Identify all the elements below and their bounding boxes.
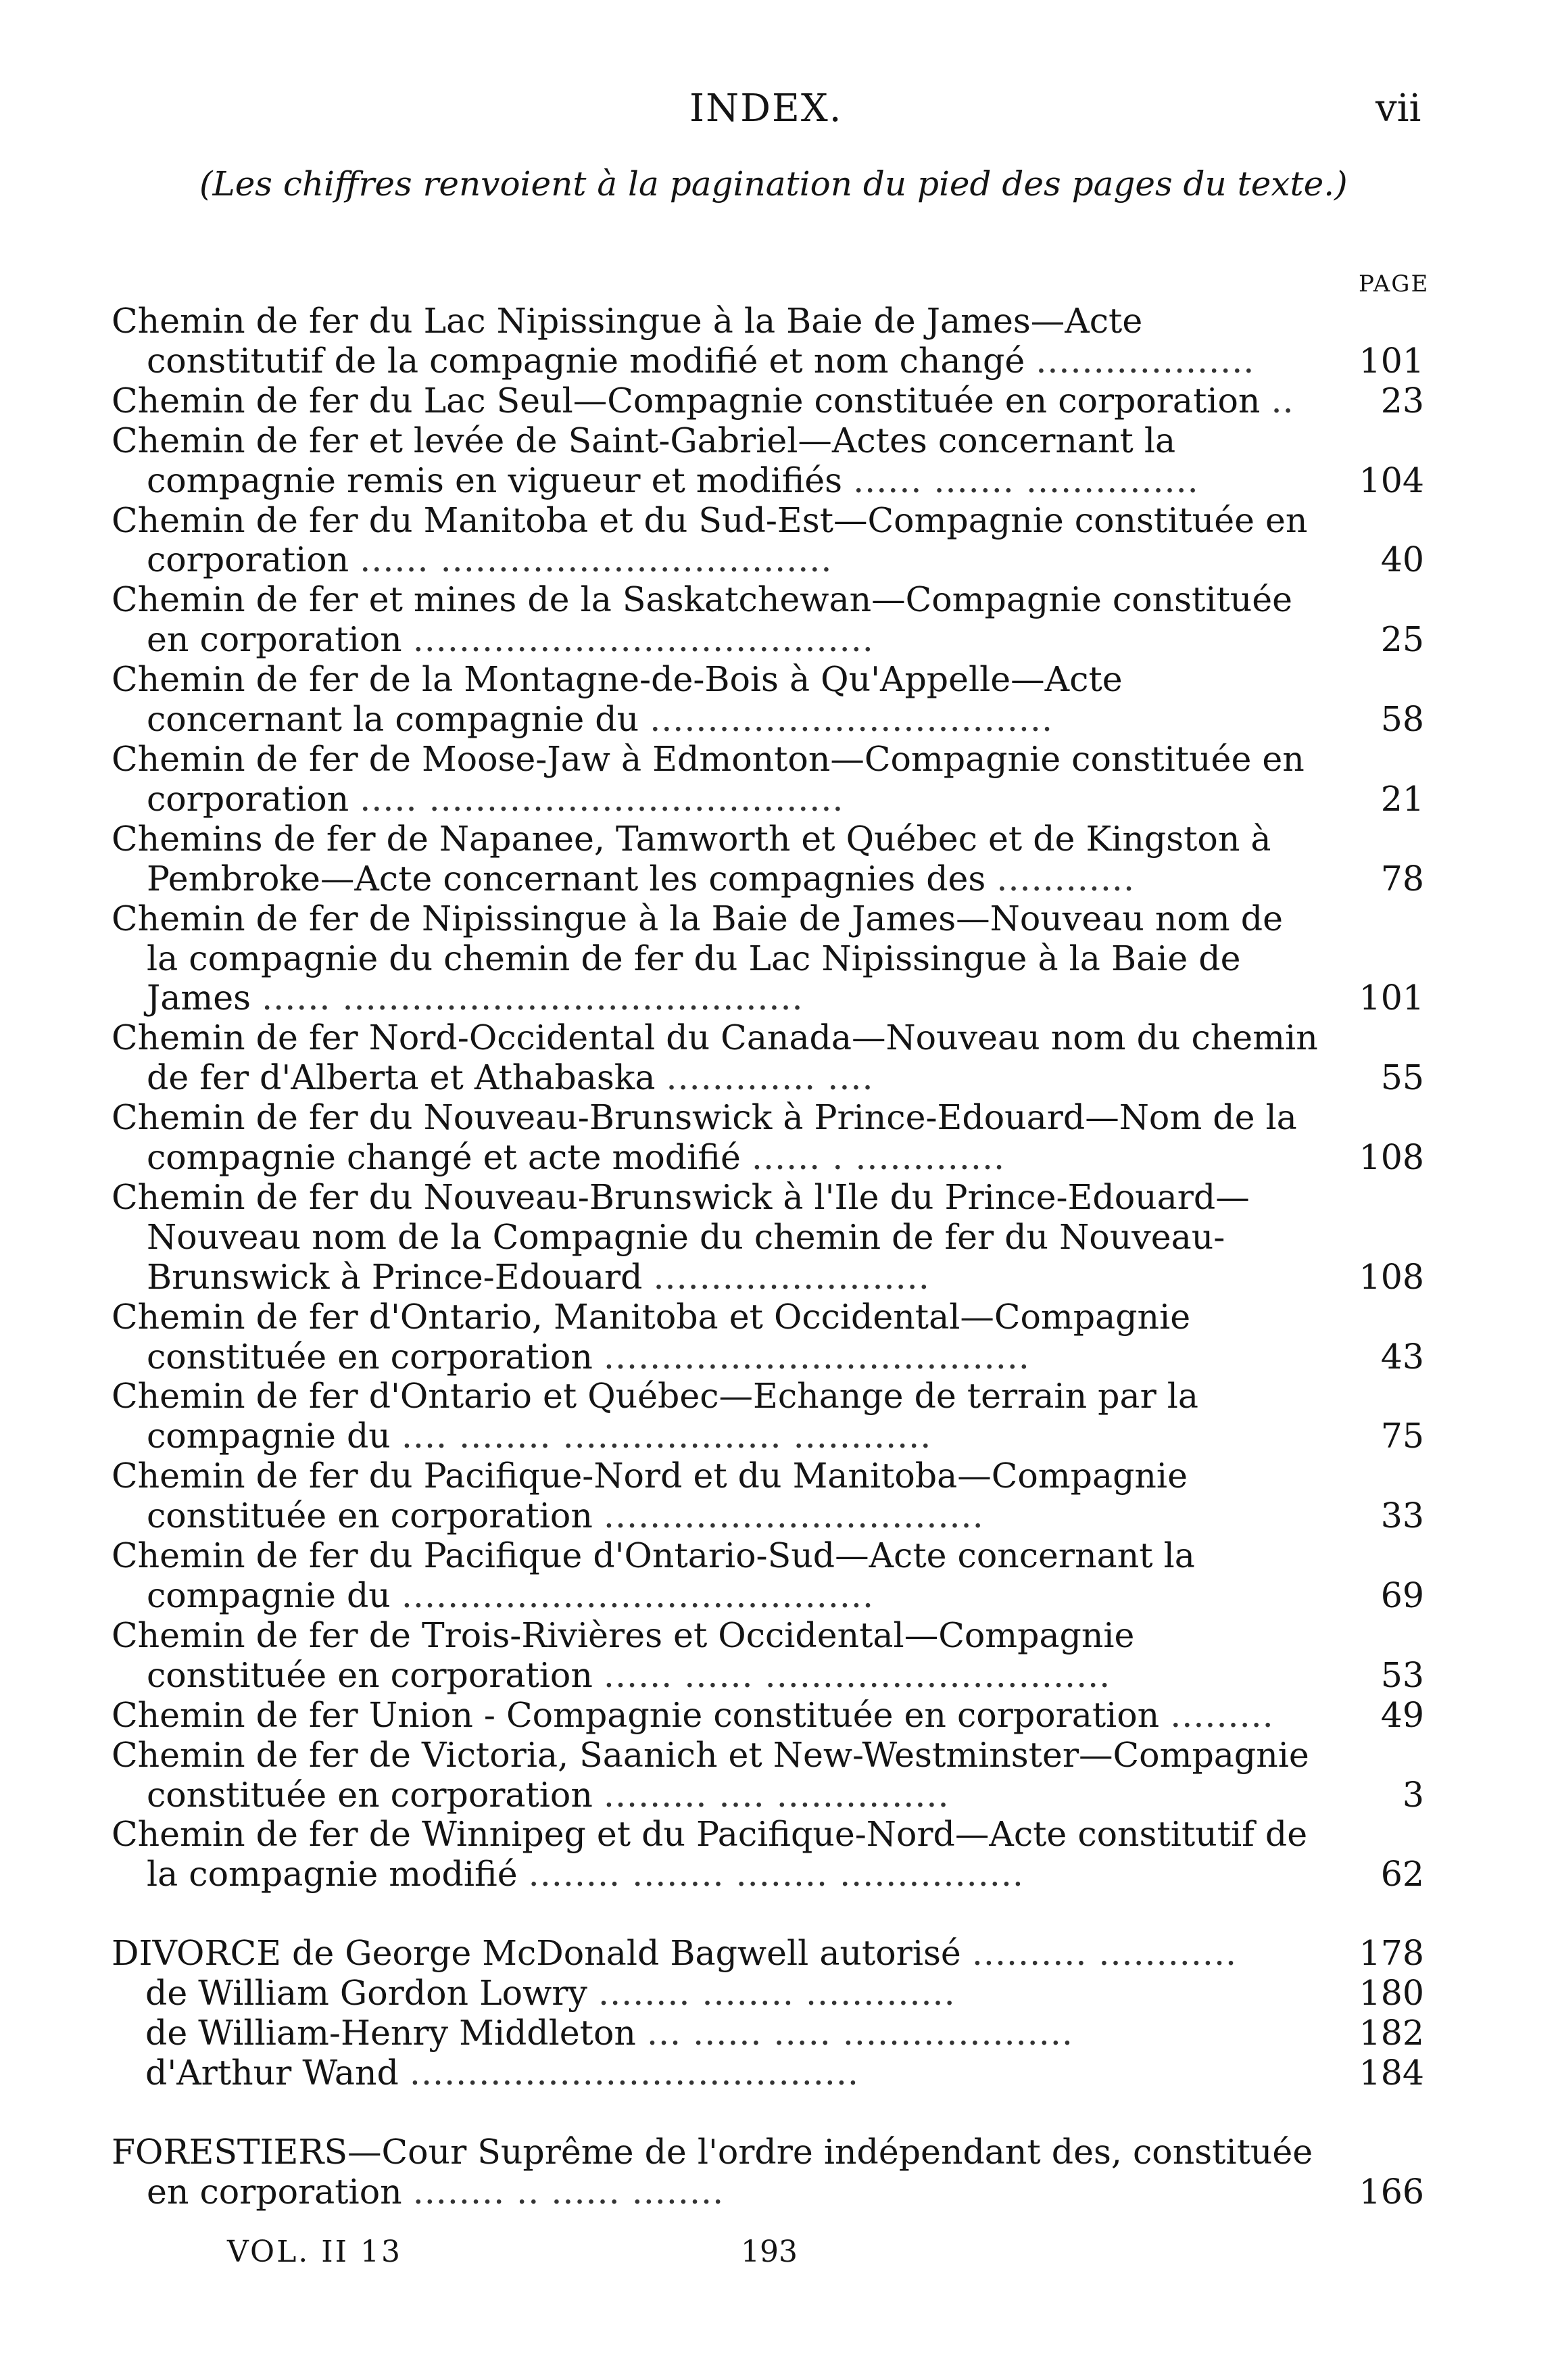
dot-leader: ........ ........ ........ ................	[528, 1854, 1024, 1895]
entry-text: Chemin de fer du Pacifique-Nord et du Manitoba—Compagnie constituée en corporation	[112, 1456, 1188, 1536]
entry-page-number: 75	[1380, 1416, 1424, 1456]
entry-page-number: 101	[1359, 340, 1424, 381]
dot-leader: ...... ...... ..............................	[603, 1655, 1111, 1695]
dot-leader: ........................................	[412, 619, 874, 660]
entry-page-number: 180	[1359, 1973, 1424, 2014]
entry-text: FORESTIERS—Cour Suprême de l'ordre indépendant des, constituée en corporation	[112, 2131, 1313, 2212]
entry-text: Chemin de fer d'Ontario et Québec—Echange de terrain par la compagnie du	[112, 1376, 1199, 1456]
entry-page-number: 49	[1380, 1694, 1424, 1735]
index-entry	[112, 1018, 1424, 1098]
entry-page-number: 108	[1359, 1256, 1424, 1297]
index-entry	[112, 1974, 1424, 2014]
dot-leader: ...................................	[650, 699, 1054, 740]
entry-page-number: 178	[1359, 1933, 1424, 1974]
entry-text: DIVORCE de George McDonald Bagwell autorisé	[112, 1933, 961, 1974]
entry-text: de William-Henry Middleton	[145, 2013, 636, 2053]
entry-text: Chemin de fer de Trois-Rivières et Occidental—Compagnie constituée en corporation	[112, 1615, 1135, 1695]
dot-leader: .........................................	[401, 1575, 875, 1615]
index-entry	[112, 1377, 1424, 1456]
dot-leader: .........	[1170, 1694, 1274, 1735]
entry-page-number: 166	[1359, 2171, 1424, 2212]
volume-signature: VOL. II 13	[227, 2235, 403, 2269]
index-entry	[112, 2133, 1424, 2212]
entry-text: d'Arthur Wand	[145, 2052, 399, 2093]
entry-page-number: 182	[1359, 2013, 1424, 2053]
entry-text: Chemin de fer du Nouveau-Brunswick à Prince-Edouard—Nom de la compagnie changé et acte modifié	[112, 1097, 1297, 1178]
index-note: (Les chiffres renvoient à la pagination du pied des pages du texte.)	[199, 164, 1348, 204]
index-entry	[112, 1696, 1424, 1736]
entry-page-number: 21	[1380, 778, 1424, 819]
index-entry	[112, 1536, 1424, 1616]
dot-leader: .......................................	[409, 2052, 859, 2093]
index-entry	[112, 1934, 1424, 1974]
dot-leader: ............. ....	[666, 1057, 874, 1098]
index-entry	[112, 740, 1424, 819]
index-entry	[112, 1736, 1424, 1815]
entry-text: Chemin de fer de la Montagne-de-Bois à Qu'Appelle—Acte concernant la compagnie du	[112, 659, 1123, 740]
index-entry	[112, 1815, 1424, 1895]
entry-text: Chemin de fer du Manitoba et du Sud-Est—Compagnie constituée en corporation	[112, 500, 1308, 580]
entry-page-number: 55	[1380, 1057, 1424, 1098]
entry-page-number: 101	[1359, 978, 1424, 1018]
index-entry	[112, 819, 1424, 899]
entry-text: Chemin de fer du Nouveau-Brunswick à l'Ile du Prince-Edouard—Nouveau nom de la Compagnie du chemin de fer du Nouveau-Brunswick à Prince-Edouard	[112, 1176, 1250, 1297]
index-entry	[112, 1298, 1424, 1377]
entry-page-number: 40	[1380, 540, 1424, 580]
index-entry	[112, 381, 1424, 421]
entry-text: Chemin de fer et levée de Saint-Gabriel—Actes concernant la compagnie remis en vigueur et modifiés	[112, 420, 1176, 500]
page-title: INDEX.	[689, 87, 843, 130]
dot-leader: ........................	[653, 1256, 930, 1297]
entry-page-number: 58	[1380, 699, 1424, 740]
entry-text: Chemin de fer d'Ontario, Manitoba et Occidental—Compagnie constituée en corporation	[112, 1296, 1191, 1377]
dot-leader: .... ........ ................... ............	[401, 1416, 932, 1456]
page-footer	[227, 2235, 798, 2269]
dot-leader: ......... .... ...............	[603, 1774, 950, 1815]
dot-leader: ...... ....... ...............	[853, 460, 1199, 500]
entry-page-number: 78	[1380, 858, 1424, 899]
entry-text: Chemins de fer de Napanee, Tamworth et Québec et de Kingston à Pembroke—Acte concernant les compagnies des	[112, 818, 1271, 899]
dot-leader: ...... ........................................	[262, 978, 804, 1018]
dot-leader: ..... ....................................	[360, 778, 844, 819]
entry-page-number: 43	[1380, 1336, 1424, 1377]
entry-page-number: 62	[1380, 1854, 1424, 1895]
entry-page-number: 53	[1380, 1655, 1424, 1695]
index-entry	[112, 1616, 1424, 1696]
footer-page-number: 193	[741, 2235, 798, 2269]
entry-page-number: 184	[1359, 2052, 1424, 2093]
index-entry	[112, 660, 1424, 740]
dot-leader: .....................................	[603, 1336, 1030, 1377]
dot-leader: ... ...... ..... ....................	[646, 2013, 1073, 2053]
entry-text: Chemin de fer de Winnipeg et du Pacifique-Nord—Acte constitutif de la compagnie modifié	[112, 1814, 1308, 1895]
dot-leader: ...... . .............	[751, 1137, 1006, 1178]
index-entry	[112, 2053, 1424, 2093]
entry-text: Chemin de fer du Lac Seul—Compagnie constituée en corporation	[112, 380, 1261, 421]
dot-leader: ........ .. ...... ........	[412, 2171, 725, 2212]
dot-leader: ............	[996, 858, 1136, 899]
entry-text: Chemin de fer Union - Compagnie constituée en corporation	[112, 1694, 1160, 1735]
dot-leader: ..	[1271, 380, 1294, 421]
index-entry	[112, 1098, 1424, 1178]
dot-leader: .................................	[603, 1496, 984, 1536]
entry-page-number: 69	[1380, 1575, 1424, 1615]
entry-text: Chemin de fer Nord-Occidental du Canada—Nouveau nom du chemin de fer d'Alberta et Athabaska	[112, 1018, 1318, 1098]
entry-page-number: 23	[1380, 380, 1424, 421]
entry-text: Chemin de fer du Pacifique d'Ontario-Sud—Acte concernant la compagnie du	[112, 1536, 1195, 1615]
entry-page-number: 33	[1380, 1496, 1424, 1536]
index-entry	[112, 501, 1424, 581]
entry-page-number: 108	[1359, 1137, 1424, 1178]
index-entries	[112, 302, 1424, 2212]
entry-page-number: 25	[1380, 619, 1424, 660]
index-entry	[112, 1456, 1424, 1536]
index-entry	[112, 899, 1424, 1019]
entry-text: de William Gordon Lowry	[145, 1973, 587, 2014]
index-entry	[112, 302, 1424, 381]
dot-leader: ........ ........ .............	[598, 1973, 956, 2014]
entry-text: Chemin de fer de Victoria, Saanich et New-Westminster—Compagnie constituée en corporation	[112, 1734, 1309, 1815]
entry-page-number: 3	[1402, 1774, 1424, 1815]
dot-leader: ...... ..................................	[360, 540, 833, 580]
roman-page-number: vii	[1376, 87, 1421, 130]
entry-page-number: 104	[1359, 460, 1424, 500]
index-entry	[112, 2014, 1424, 2053]
page-column-label: PAGE	[1359, 270, 1430, 298]
index-entry	[112, 580, 1424, 660]
dot-leader: .......... ............	[971, 1933, 1238, 1974]
entry-text: Chemin de fer et mines de la Saskatchewan—Compagnie constituée en corporation	[112, 579, 1293, 660]
entry-text: Chemin de fer du Lac Nipissingue à la Baie de James—Acte constitutif de la compagnie modifié et nom changé	[112, 301, 1143, 381]
entry-text: Chemin de fer de Moose-Jaw à Edmonton—Compagnie constituée en corporation	[112, 738, 1305, 819]
index-entry	[112, 1178, 1424, 1298]
entry-text: Chemin de fer de Nipissingue à la Baie de James—Nouveau nom de la compagnie du chemin de fer du Lac Nipissingue à la Baie de James	[112, 898, 1283, 1018]
dot-leader: ...................	[1036, 340, 1255, 381]
index-entry	[112, 421, 1424, 501]
